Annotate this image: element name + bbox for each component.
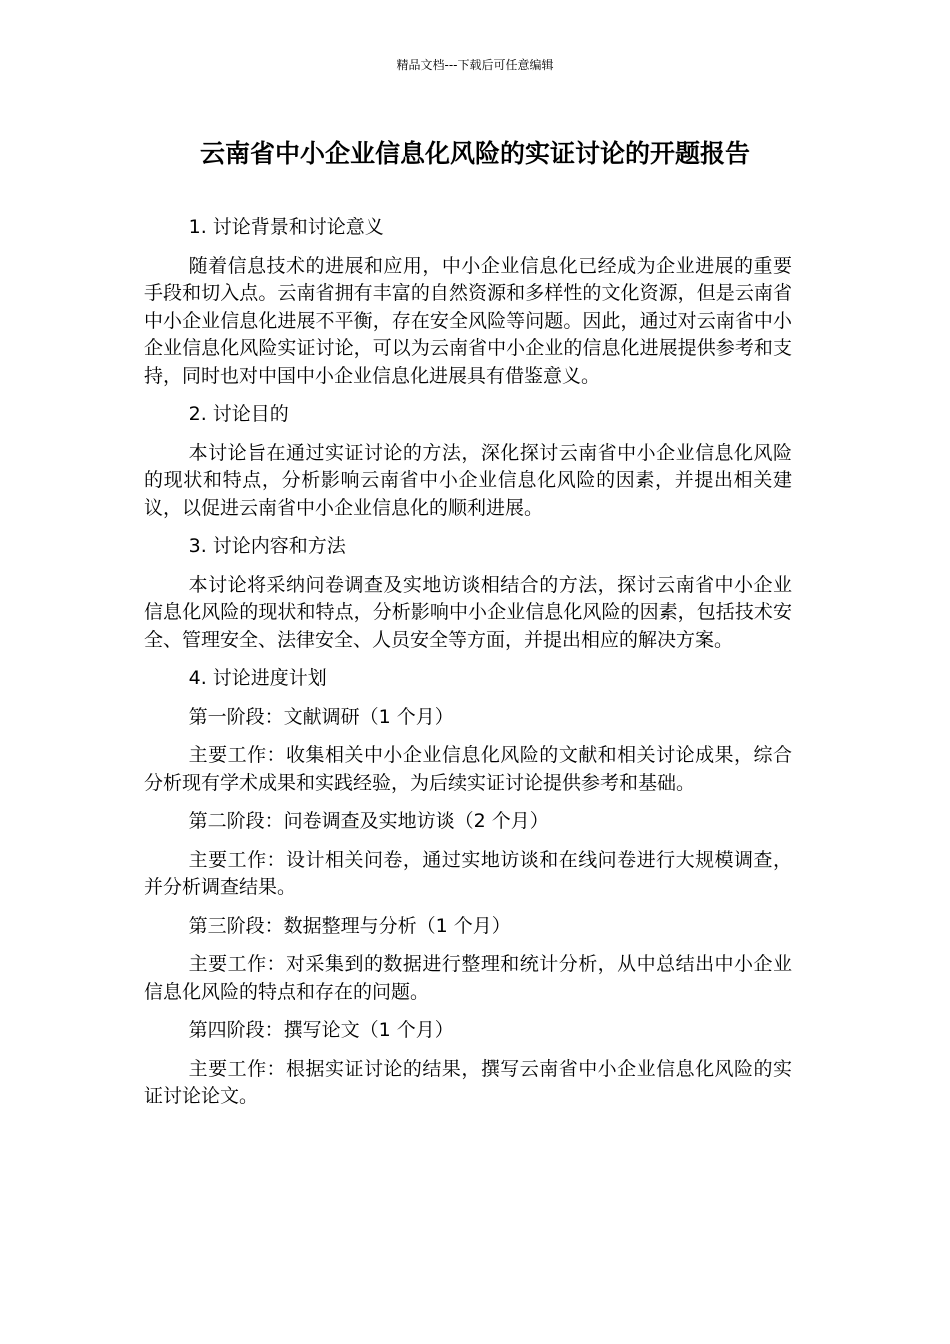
stage-3-paragraph: 主要工作：对采集到的数据进行整理和统计分析，从中总结出中小企业信息化风险的特点和存在的问题。 xyxy=(144,953,792,1003)
stage-2-paragraph: 主要工作：设计相关问卷，通过实地访谈和在线问卷进行大规模调查，并分析调查结果。 xyxy=(144,848,792,898)
page-header: 精品文档---下载后可任意编辑 xyxy=(396,58,554,72)
section-heading-purpose: 2. 讨论目的 xyxy=(188,403,289,425)
paragraph-content-method: 本讨论将采纳问卷调查及实地访谈相结合的方法，探讨云南省中小企业信息化风险的现状和特点，分析影响中小企业信息化风险的因素，包括技术安全、管理安全、法律安全、人员安全等方面，并提出相应的解决方案。 xyxy=(144,573,792,651)
section-heading-background: 1. 讨论背景和讨论意义 xyxy=(188,216,384,238)
stage-4-heading: 第四阶段：撰写论文（1 个月） xyxy=(188,1019,454,1041)
paragraph-background: 随着信息技术的进展和应用，中小企业信息化已经成为企业进展的重要手段和切入点。云南省拥有丰富的自然资源和多样性的文化资源，但是云南省中小企业信息化进展不平衡，存在安全风险等问题。因此，通过对云南省中小企业信息化风险实证讨论，可以为云南省中小企业的信息化进展提供参考和支持，同时也对中国中小企业信息化进展具有借鉴意义。 xyxy=(144,254,792,387)
section-heading-schedule: 4. 讨论进度计划 xyxy=(188,667,327,689)
stage-2-heading: 第二阶段：问卷调查及实地访谈（2 个月） xyxy=(188,810,549,832)
document-title: 云南省中小企业信息化风险的实证讨论的开题报告 xyxy=(199,139,750,168)
stage-1-heading: 第一阶段：文献调研（1 个月） xyxy=(188,705,454,728)
stage-1-paragraph: 主要工作：收集相关中小企业信息化风险的文献和相关讨论成果，综合分析现有学术成果和实践经验，为后续实证讨论提供参考和基础。 xyxy=(144,744,792,794)
paragraph-purpose: 本讨论旨在通过实证讨论的方法，深化探讨云南省中小企业信息化风险的现状和特点，分析影响云南省中小企业信息化风险的因素，并提出相关建议，以促进云南省中小企业信息化的顺利进展。 xyxy=(144,441,792,519)
stage-4-paragraph: 主要工作：根据实证讨论的结果，撰写云南省中小企业信息化风险的实证讨论论文。 xyxy=(144,1057,792,1107)
stage-3-heading: 第三阶段：数据整理与分析（1 个月） xyxy=(188,914,511,937)
section-heading-content-method: 3. 讨论内容和方法 xyxy=(188,535,346,557)
document-body xyxy=(144,214,792,1122)
